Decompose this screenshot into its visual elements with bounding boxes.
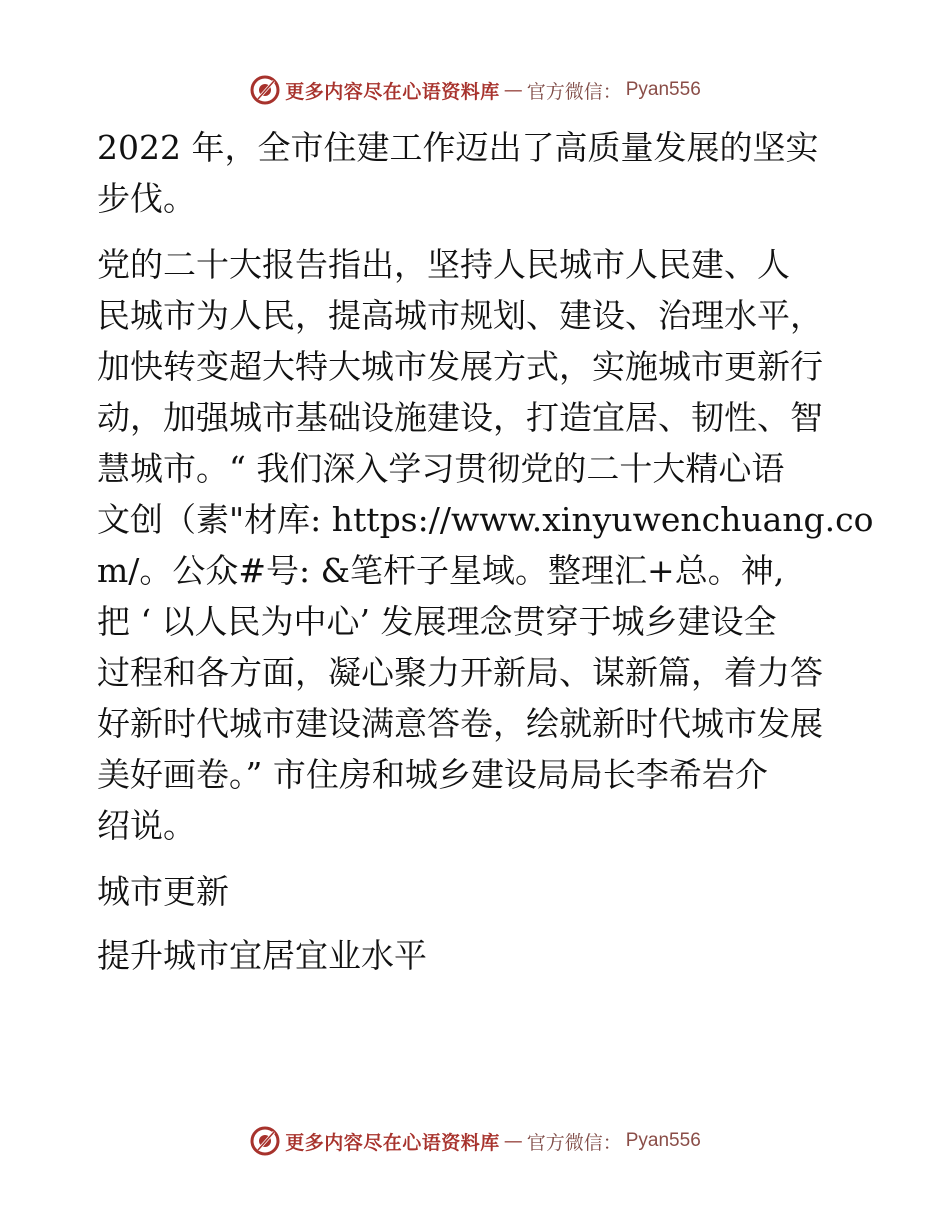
pen-logo-icon [249,74,281,106]
banner-label: 官方微信： [526,80,622,103]
banner-wechat-id: Pyan556 [625,79,701,100]
header-banner [0,70,950,110]
text-line: 动，加强城市基础设施建设，打造宜居、韧性、智 [97,398,823,437]
document-body [97,122,874,981]
paragraph-2 [97,239,874,851]
pen-logo-icon [249,1125,281,1157]
banner-label: 官方微信： [526,1131,622,1154]
paragraph-gap [97,224,857,239]
text-line: 步伐。 [97,179,196,218]
text-line: 党的二十大报告指出，坚持人民城市人民建、人 [97,245,790,284]
text-line: 把 ‘ 以人民为中心’ 发展理念贯穿于城乡建设全 [97,602,777,641]
section-subheading: 提升城市宜居宜业水平 [97,936,427,975]
banner-dash: — [503,1130,523,1152]
text-line: 民城市为人民，提高城市规划、建设、治理水平， [97,296,823,335]
text-line: 2022 年，全市住建工作迈出了高质量发展的坚实 [97,128,819,167]
banner-content [249,1125,701,1157]
banner-wechat-id: Pyan556 [625,1130,701,1151]
text-line: 文创（素"材库: https://www.xinyuwenchuang.co [97,500,874,539]
banner-main-text: 更多内容尽在心语资料库 [285,1131,500,1154]
paragraph-1 [97,122,857,224]
banner-dash: — [503,79,523,101]
text-line: 美好画卷。” 市住房和城乡建设局局长李希岩介 [97,755,768,794]
text-line: 过程和各方面，凝心聚力开新局、谋新篇，着力答 [97,653,823,692]
text-line: m/。公众#号: &笔杆子星域。整理汇+总。神, [97,551,785,590]
paragraph-gap [97,851,857,866]
text-line: 加快转变超大特大城市发展方式，实施城市更新行 [97,347,823,386]
text-line: 好新时代城市建设满意答卷，绘就新时代城市发展 [97,704,823,743]
footer-banner [0,1121,950,1161]
paragraph-gap [97,917,857,930]
banner-content [249,74,701,106]
text-line: 慧城市。“ 我们深入学习贯彻党的二十大精心语 [97,449,785,488]
section-heading-urban-renewal: 城市更新 [97,872,229,911]
banner-main-text: 更多内容尽在心语资料库 [285,80,500,103]
text-line: 绍说。 [97,806,196,845]
